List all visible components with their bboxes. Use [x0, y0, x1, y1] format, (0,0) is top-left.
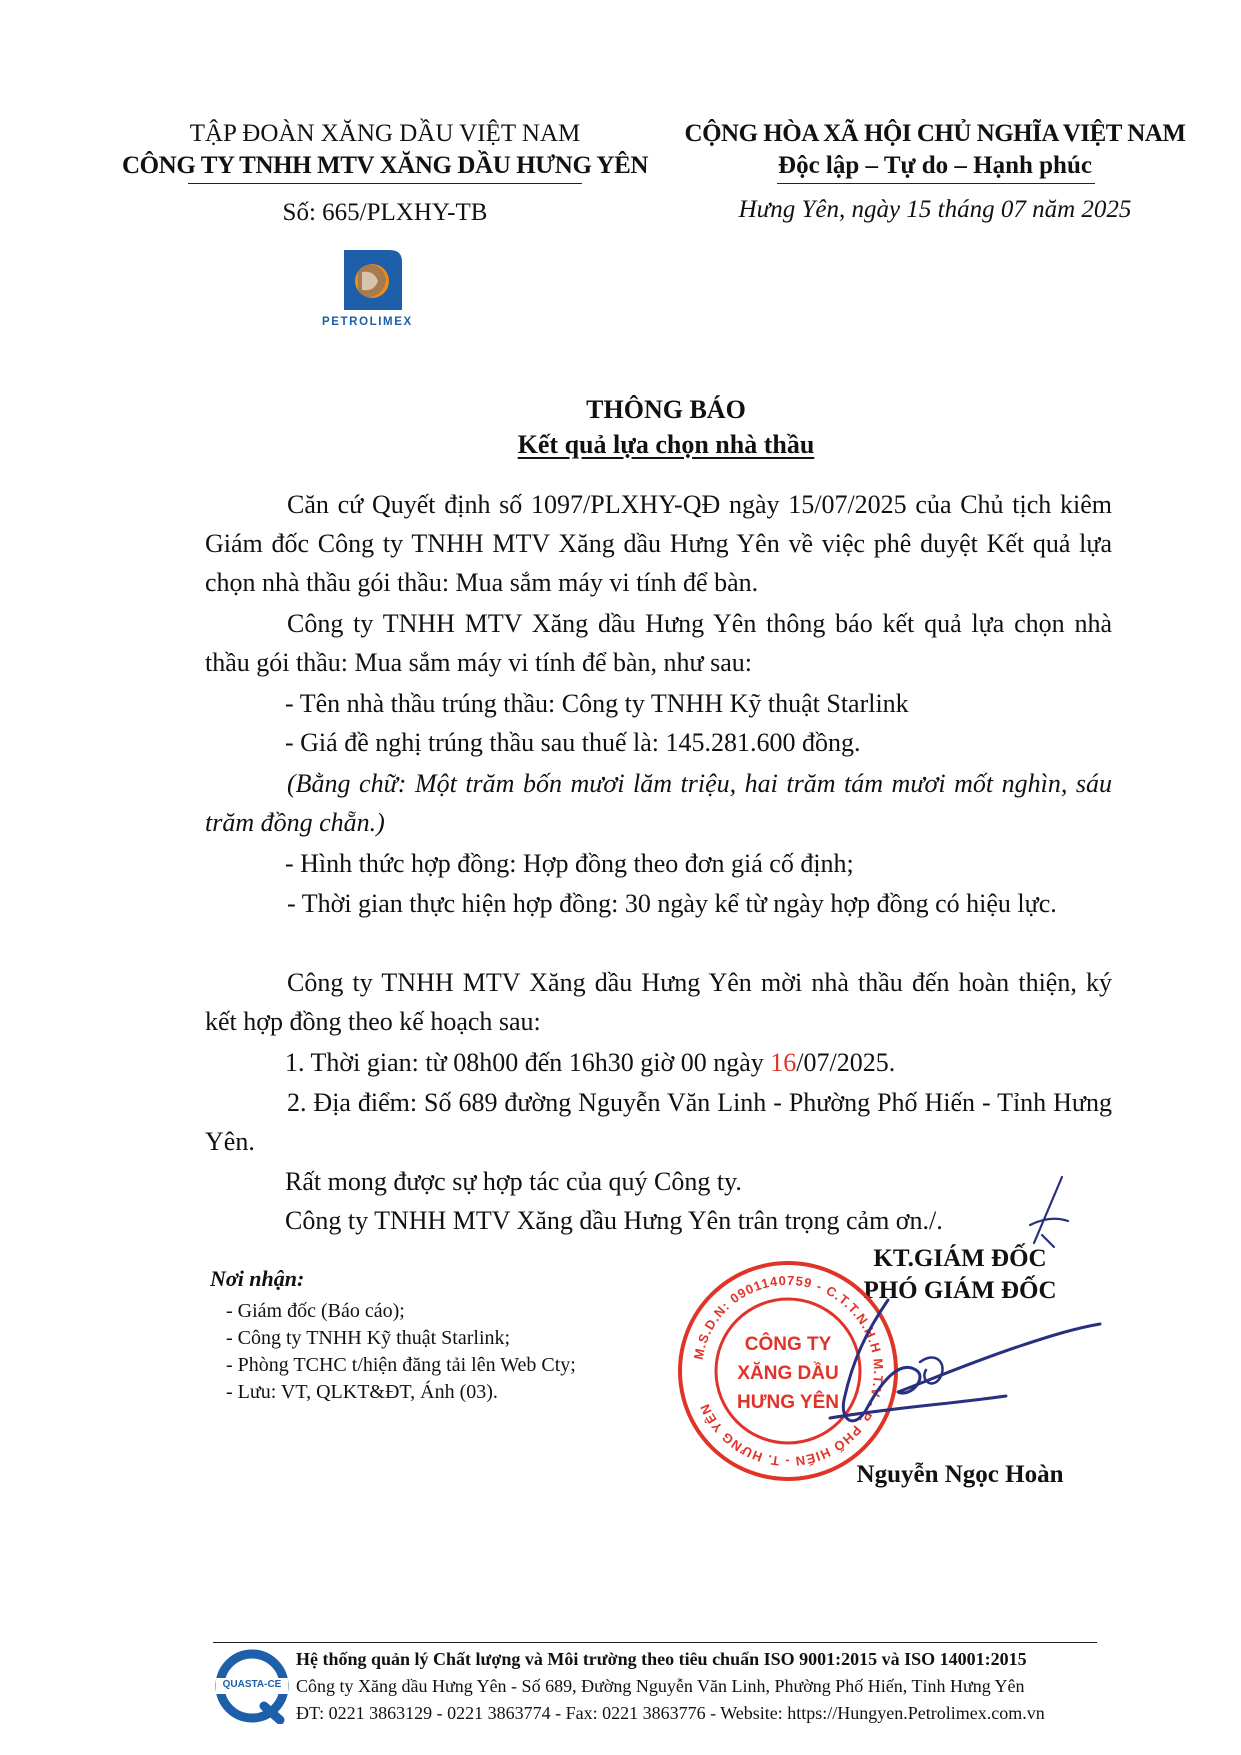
organization-name: TẬP ĐOÀN XĂNG DẦU VIỆT NAM	[189, 120, 581, 147]
petrolimex-logo-icon	[322, 250, 414, 324]
price-line: - Giá đề nghị trúng thầu sau thuế là: 145.281.600 đồng.	[285, 728, 861, 757]
seal-text-line: HƯNG YÊN	[737, 1392, 839, 1413]
cooperation-line: Rất mong được sự hợp tác của quý Công ty.	[285, 1167, 742, 1196]
footer-divider	[213, 1642, 1097, 1643]
motto-underline	[777, 183, 1095, 184]
footer-contact-line: ĐT: 0221 3863129 - 0221 3863774 - Fax: 0221 3863776 - Website: https://Hungyen.Petrolimex.com.vn	[296, 1703, 1045, 1723]
seal-text-line: CÔNG TY	[744, 1334, 832, 1355]
signature-position: PHÓ GIÁM ĐỐC	[863, 1277, 1057, 1304]
meeting-place-line: 2. Địa điểm: Số 689 đường Nguyễn Văn Linh - Phường Phố Hiến - Tỉnh Hưng Yên.	[205, 1088, 1112, 1156]
petrolimex-logo	[322, 250, 414, 328]
company-underline	[188, 183, 582, 184]
quasta-logo-text: QUASTA-CE	[222, 1679, 282, 1690]
quasta-logo	[214, 1648, 290, 1724]
meeting-time-suffix: /07/2025.	[796, 1048, 896, 1077]
seal-ring-text: M.S.D.N: 0901140759 - C.T.T.N.H.H M.T.V - P. PHỐ HIẾN - T. HƯNG YÊN	[690, 1272, 887, 1470]
signer-name: Nguyễn Ngọc Hoàn	[856, 1461, 1064, 1488]
contract-time-line: - Thời gian thực hiện hợp đồng: 30 ngày kể từ ngày hợp đồng có hiệu lực.	[287, 889, 1057, 918]
thanks-line: Công ty TNHH MTV Xăng dầu Hưng Yên trân trọng cảm ơn./.	[285, 1206, 943, 1235]
recipient-item: - Giám đốc (Báo cáo);	[226, 1300, 405, 1322]
recipient-item: - Công ty TNHH Kỹ thuật Starlink;	[226, 1327, 511, 1349]
handwritten-signature	[770, 1280, 1110, 1440]
contract-form-line: - Hình thức hợp đồng: Hợp đồng theo đơn giá cố định;	[285, 849, 854, 878]
price-in-words: (Bằng chữ: Một trăm bốn mươi lăm triệu, hai trăm tám mươi mốt nghìn, sáu trăm đồng chẵn.)	[205, 769, 1112, 837]
footer-iso-line: Hệ thống quản lý Chất lượng và Môi trường theo tiêu chuẩn ISO 9001:2015 và ISO 14001:2015	[296, 1649, 1027, 1669]
meeting-time-prefix: 1. Thời gian: từ 08h00 đến 16h30 giờ 00 ngày	[285, 1048, 771, 1077]
recipient-item: - Phòng TCHC t/hiện đăng tải lên Web Cty;	[226, 1354, 576, 1376]
recipients-label: Nơi nhận:	[210, 1266, 305, 1291]
national-title: CỘNG HÒA XÃ HỘI CHỦ NGHĨA VIỆT NAM	[684, 120, 1186, 147]
company-name: CÔNG TY TNHH MTV XĂNG DẦU HƯNG YÊN	[121, 152, 648, 179]
seal-text-line: XĂNG DẦU	[737, 1363, 839, 1384]
paragraph-announcement: Công ty TNHH MTV Xăng dầu Hưng Yên thông báo kết quả lựa chọn nhà thầu gói thầu: Mua sắm máy vi tính để bàn, như sau:	[205, 609, 1112, 677]
issue-date: Hưng Yên, ngày 15 tháng 07 năm 2025	[738, 196, 1132, 223]
meeting-time-line	[285, 1043, 895, 1082]
document-number: Số: 665/PLXHY-TB	[282, 199, 488, 226]
winner-line: - Tên nhà thầu trúng thầu: Công ty TNHH Kỹ thuật Starlink	[285, 689, 909, 718]
paragraph-invitation: Công ty TNHH MTV Xăng dầu Hưng Yên mời nhà thầu đến hoàn thiện, ký kết hợp đồng theo kế hoạch sau:	[205, 968, 1112, 1036]
paragraph-basis: Căn cứ Quyết định số 1097/PLXHY-QĐ ngày 15/07/2025 của Chủ tịch kiêm Giám đốc Công ty TNHH MTV Xăng dầu Hưng Yên về việc phê duyệt Kết quả lựa chọn nhà thầu gói thầu: Mua sắm máy vi tính để bàn.	[205, 490, 1112, 597]
notice-subtitle-wrap	[0, 428, 1241, 462]
petrolimex-logo-text: PETROLIMEX	[322, 316, 413, 328]
footer-address-line: Công ty Xăng dầu Hưng Yên - Số 689, Đường Nguyễn Văn Linh, Phường Phố Hiến, Tỉnh Hưng Yên	[296, 1676, 1025, 1696]
signature-authority: KT.GIÁM ĐỐC	[873, 1245, 1047, 1272]
recipient-item: - Lưu: VT, QLKT&ĐT, Ánh (03).	[226, 1381, 498, 1403]
meeting-day: 16	[770, 1048, 797, 1077]
national-motto: Độc lập – Tự do – Hạnh phúc	[778, 152, 1092, 179]
notice-subtitle: Kết quả lựa chọn nhà thầu	[517, 430, 815, 459]
notice-title: THÔNG BÁO	[586, 395, 746, 424]
